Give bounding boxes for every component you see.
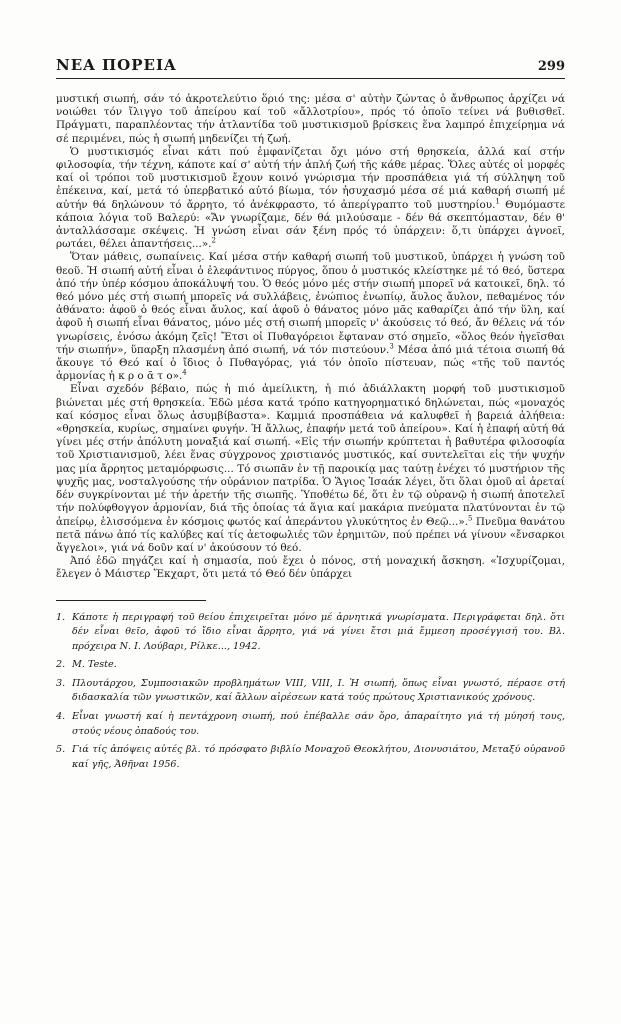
footnote-number: 2.	[56, 659, 66, 671]
paragraph	[56, 93, 565, 146]
footnotes	[56, 611, 565, 773]
text-run: Πνεῦμα θανάτου πετᾶ πάνω ἀπό τίς καλύβες καί τίς ἀετοφωλιές τῶν ἐρημιτῶν, πού πρέπει νά γίνουν «ἔνσαρκοι ἄγγελοι», γιά νά δοῦν καί ν' ἀκούσουν τό θεό.	[56, 515, 565, 554]
footnote-number: 5.	[56, 744, 66, 756]
header-rule	[56, 78, 565, 79]
footnote-marker: 3	[389, 342, 394, 351]
paragraph	[56, 251, 565, 383]
footnote-number: 4.	[56, 711, 66, 723]
page-header	[56, 50, 565, 74]
footnote-text: Πλουτάρχου, Συμποσιακῶν προβλημάτων VIII, VIII, I. Ἡ σιωπή, ὅπως εἶναι γνωστό, πέρασε στή διδασκαλία τῶν γνωστικῶν, καί ἄλλων αἱρέσεων κατά τούς πρώτους Χριστιανικούς χρόνους.	[72, 677, 565, 704]
footnote-marker: 2	[211, 236, 216, 245]
footnote	[56, 710, 565, 739]
text-run: Ὁ μυστικισμός εἶναι κάτι πού ἐμφανίζεται ὄχι μόνο στή θρησκεία, ἀλλά καί στήν φιλοσοφία, τήν τέχνη, κάποτε καί σ' αὐτή τήν ἁπλή ζωή τῆς κάθε μέρας. Ὅλες αὐτές οἱ μορφές καί οἱ τρόποι τοῦ μυστικισμοῦ ἔχουν κοινό γνώρισμα τήν προσπάθεια γιά τή σύλληψη τοῦ ἐπέκεινα, καί, μετά τό ὑπερβατικό αὐτό βίωμα, τόν ἡσυχασμό μέσα σέ μιά καθαρή σιωπή μέ αὐτήν θά δηλώνουν τό ἄρρητο, τό ἀνέκφραστο, τό ἀπερίγραπτο τοῦ μυστηρίου.	[56, 145, 565, 211]
text-run: μυστική σιωπή, σάν τό ἀκροτελεύτιο ὅριό της: μέσα σ' αὐτὴν ζώντας ὁ ἄνθρωπος ἀρχίζει νά νοιώθει τόν ἴλιγγο τοῦ ἀπείρου καί τοῦ «ἄλλοτρίου», πρός τό ὁποῖο τείνει νά βυθισθεῖ. Πράγματι, παραπλέοντας τήν ἀτλαντίδα τοῦ μυστικισμοῦ βρίσκεις ἕνα λαμπρό ἐπιχείρημα νά σέ περιμένει, πώς ἡ σιωπή μηδενίζει τή ζωή.	[56, 93, 565, 145]
footnote-number: 3.	[56, 677, 66, 689]
footnote	[56, 658, 565, 673]
text-run: Εἶναι σχεδόν βέβαιο, πώς ἡ πιό ἀμείλικτη, ἡ πιό ἀδιάλλακτη μορφή τοῦ μυστικισμοῦ βιώνεται μές στή θρησκεία. Ἐδῶ μέσα κατά τρόπο κατηγορηματικό δηλώνεται, πώς «μοναχός καί κόσμος εἶναι ὅλως ἀσυμβίβαστα». Καμμιά προσπάθεια νά καλυφθεῖ ἡ βαρειά ἀλήθεια: «θρησκεία, κυρίως, σημαίνει φυγήν. Ἡ ἄλλως, ἐπαφήν μετά τοῦ ἀπείρου». Καί ἡ ἐπαφή αὐτή θά γίνει μές στήν ἀπόλυτη μοναξιά καί σιωπή. «Εἰς τήν σιωπήν κρύπτεται ἡ βαθυτέρα φιλοσοφία τοῦ Χριστιανισμοῦ, λέει ἕνας σύγχρονος χριστιανός μυστικός, καί συντελεῖται εἰς τήν ψυχήν μας μία ἄρρητος μεταμόρφωσις... Τό σιωπᾶν ἐν τῇ παροικίᾳ μας ταύτῃ ἐνέχει τό μυστήριον τῆς ψυχῆς μας, νοσταλγούσης τήν οὐράνιον πατρίδα. Ὁ Ἅγιος Ἰσαάκ λέγει, ὅτι ὅλαι ὁμοῦ αἱ ἀρεταί δέν συγκρίνονται μέ τήν ἀρετήν τῆς σιωπῆς. Ὑποθέτω δέ, ὅτι ἐν τῷ οὐρανῷ ἡ σιωπή ἀποτελεῖ τήν πολύφθογγον ἁρμονίαν, διά τῆς ὁποίας τά ἅγια καί μακάρια πνεύματα πλατύνονται ἐν τῷ ἀπείρῳ, ἑλισσόμενα ἐν κόσμοις φωτός καί ἀπεράντου γλυκύτητος ἐν Θεῷ...».	[56, 383, 565, 528]
footnote-text: Κάποτε ἡ περιγραφή τοῦ θείου ἐπιχειρεῖται μόνο μέ ἀρνητικά γνωρίσματα. Περιγράφεται δηλ. ὅτι δέν εἶναι θεῖο, ἀφοῦ τό ἴδιο εἶναι ἄρρητο, γιά νά γίνει ἔτσι μιά ἔμμεση προσέγγισή του. Βλ. πρόχειρα Ν. Ι. Λούβαρι, Ρίλκε..., 1942.	[72, 611, 565, 652]
text-run: Θυμόμαστε κάποια λόγια τοῦ Βαλερύ: «Ἄν γνωρίζαμε, δέν θά μιλούσαμε - δέν θά σκεπτόμασταν, δέν θ' ἀνταλλάσσαμε σκέψεις. Ἡ γνώση εἶναι σάν ξένη πρός τό ὑπάρχειν: ὅ,τι ὑπάρχει ἀγνοεῖ, ρωτάει, θέλει ἀπαντήσεις...».	[56, 198, 565, 251]
footnote-number: 1.	[56, 611, 66, 623]
footnote	[56, 611, 565, 655]
text-run: Ἀπό ἐδῶ πηγάζει καί ἡ σημασία, πού ἔχει ὁ πόνος, στή μοναχική ἄσκηση. «Ἰσχυρίζομαι, ἔλεγεν ὁ Μάιστερ Ἔκχαρτ, ὅτι μετά τό Θεό δέν ὑπάρχει	[56, 555, 565, 581]
text-run: Μέσα ἀπό μιά τέτοια σιωπή θά ἄκουγε τό Θεό καί ὁ ἴδιος ὁ Πυθαγόρας, γιά τόν ὁποῖο πίστευαν, πώς «τῆς τοῦ παντός ἁρμονίας ἠ κ ρ ο ᾶ τ ο».	[56, 343, 565, 383]
footnote-text: M. Teste.	[72, 659, 117, 671]
running-title: ΝΕΑ ΠΟΡΕΙΑ	[56, 56, 177, 74]
footnotes-rule	[56, 600, 206, 601]
page-number: 299	[537, 59, 565, 74]
footnote-text: Γιά τίς ἀπόψεις αὐτές βλ. τό πρόσφατο βιβλίο Μοναχοῦ Θεοκλήτου, Διονυσιάτου, Μεταξύ οὐρανοῦ καί γῆς, Ἀθῆναι 1956.	[72, 744, 565, 770]
footnote	[56, 677, 565, 706]
footnote-marker: 4	[182, 368, 187, 377]
text-run: Ὅταν μάθεις, σωπαίνεις. Καί μέσα στήν καθαρή σιωπή τοῦ μυστικοῦ, ὑπάρχει ἡ γνώση τοῦ θεοῦ. Ἡ σιωπή αὐτή εἶναι ὁ ἐλεφάντινος πύργος, ὅπου ὁ μυστικός κλείστηκε μέ τό θεό, ὕστερα ἀπό τήν ὑπέρ κόσμου ἀποκάλυψή του. Ὁ θεός μόνο μές στήν σιωπή μπορεῖ νά κατοικεῖ, δηλ. τό θεό μόνο μές στή σιωπή μπορεῖς νά συλλάβεις, ἐνώπιος ἐνωπίῳ, ἄυλος ἄυλον, πεθαμένος τόν ἀθάνατο: ἀφοῦ ὁ θεός εἶναι ἄυλος, καί ἀφοῦ ὁ θάνατος μόνο μᾶς καθαρίζει ἀπό τήν ὕλη, καί ἀφοῦ ἡ σιωπή εἶναι θάνατος, μόνο μές στή σιωπή μπορεῖς ν' ἀκούσεις τό θεό, ἄν θέλεις νά τόν γνωρίσεις, ἐνόσω ἀκόμη ζεῖς! Ἔτσι οἱ Πυθαγόρειοι ἔφταναν στό σημεῖο, «ὅλος θεόν ἡγεῖσθαι τήν σιωπήν», ὕπαρξη πλασμένη ἀπό σιωπή, νά τόν πιστεύουν.	[56, 251, 565, 356]
footnote-marker: 1	[495, 197, 500, 206]
footnote	[56, 743, 565, 772]
footnote-text: Εἶναι γνωστή καί ἡ πεντάχρονη σιωπή, πού ἐπέβαλλε σάν ὅρο, ἀπαραίτητο γιά τή μύησή τους, στούς νέους ὀπαδούς του.	[72, 711, 565, 737]
body-text	[56, 93, 565, 582]
paragraph	[56, 555, 565, 581]
paragraph	[56, 146, 565, 252]
footnote-marker: 5	[468, 514, 473, 523]
paragraph	[56, 383, 565, 555]
